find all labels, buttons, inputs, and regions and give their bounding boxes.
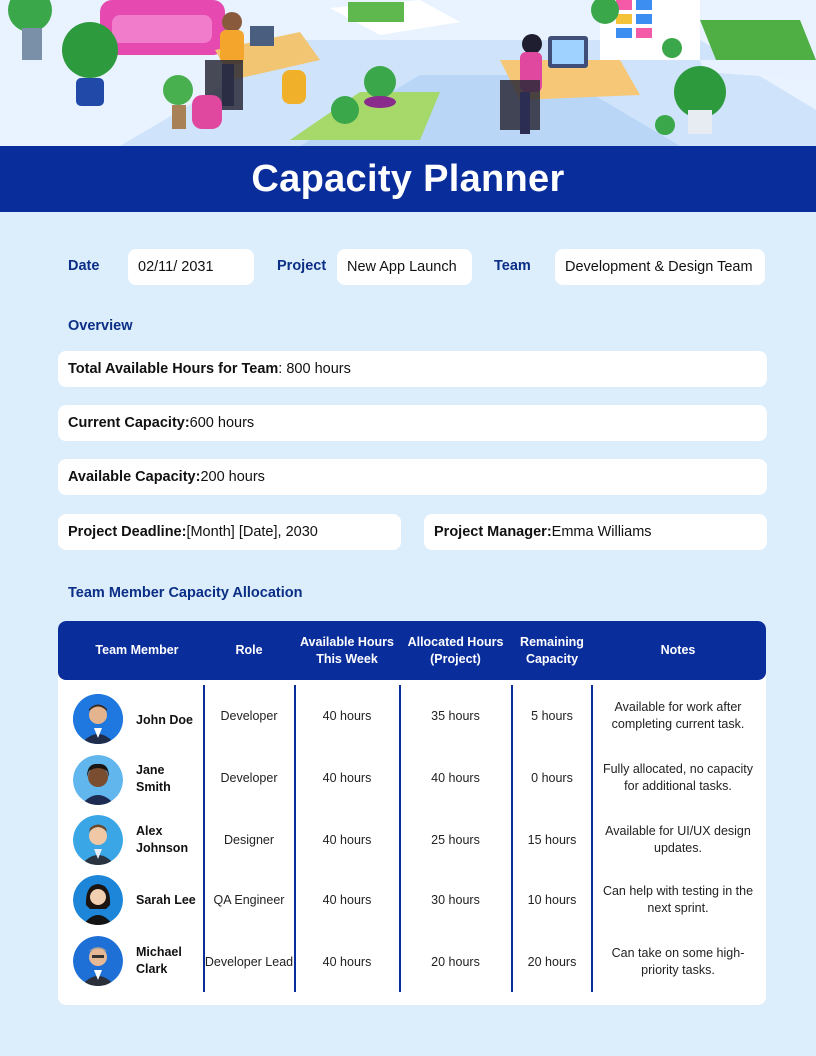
total-hours-value: : 800 hours	[278, 361, 351, 377]
member-allocated: 20 hours	[431, 954, 480, 969]
allocation-table	[58, 621, 766, 1005]
member-name: John Doe	[136, 712, 193, 727]
project-deadline-label: Project Deadline:	[68, 524, 187, 540]
member-role: Developer	[220, 770, 278, 785]
current-capacity-value: 600 hours	[189, 415, 255, 431]
team-label: Team	[494, 258, 531, 274]
member-remaining: 0 hours	[531, 770, 573, 785]
member-available: 40 hours	[322, 892, 372, 907]
project-deadline-value: [Month] [Date], 2030	[186, 524, 318, 540]
allocation-heading: Team Member Capacity Allocation	[68, 585, 303, 601]
member-role: QA Engineer	[213, 892, 285, 907]
member-remaining: 5 hours	[531, 708, 573, 723]
member-name: Jane Smith	[136, 763, 171, 794]
member-role: Developer Lead	[204, 954, 294, 969]
member-allocated: 40 hours	[431, 770, 480, 785]
member-available: 40 hours	[322, 708, 372, 723]
project-manager-label: Project Manager:	[434, 524, 552, 540]
avatar-alex-johnson	[73, 815, 123, 865]
current-capacity-card	[58, 405, 767, 441]
col-role: Role	[235, 643, 263, 657]
member-name: Alex Johnson	[136, 824, 189, 855]
col-available-hours: Available Hours This Week	[299, 634, 394, 666]
col-allocated-hours: Allocated Hours (Project)	[407, 634, 504, 666]
member-notes: Available for work after completing current task.	[611, 700, 745, 731]
col-remaining-capacity: Remaining Capacity	[520, 634, 584, 666]
member-allocated: 30 hours	[431, 892, 480, 907]
available-capacity-card	[58, 459, 767, 495]
avatar-michael-clark	[73, 936, 123, 986]
current-capacity-label: Current Capacity:	[68, 415, 190, 431]
member-available: 40 hours	[322, 954, 372, 969]
member-notes: Fully allocated, no capacity for additional tasks.	[602, 762, 754, 793]
project-manager-value: Emma Williams	[551, 524, 652, 540]
date-label: Date	[68, 258, 100, 274]
member-notes: Can take on some high-priority tasks.	[611, 946, 745, 977]
member-available: 40 hours	[322, 832, 372, 847]
table-header	[58, 621, 766, 680]
avatar-jane-smith	[73, 755, 123, 805]
member-remaining: 10 hours	[527, 892, 577, 907]
total-hours-card	[58, 351, 767, 387]
page-title: Capacity Planner	[251, 157, 565, 200]
date-field[interactable]: 02/11/ 2031	[128, 249, 254, 285]
title-banner	[0, 146, 816, 212]
avatar-john-doe	[73, 694, 123, 744]
available-capacity-label: Available Capacity:	[68, 469, 201, 485]
project-field[interactable]: New App Launch	[337, 249, 472, 285]
project-label: Project	[277, 258, 327, 274]
hero-illustration	[0, 0, 816, 146]
team-field[interactable]: Development & Design Team	[555, 249, 765, 285]
project-deadline-card	[58, 514, 401, 550]
member-notes: Can help with testing in the next sprint.	[602, 884, 754, 915]
available-capacity-value: 200 hours	[200, 469, 265, 485]
member-role: Developer	[220, 708, 278, 723]
member-role: Designer	[223, 832, 275, 847]
member-remaining: 15 hours	[527, 832, 577, 847]
member-available: 40 hours	[322, 770, 372, 785]
member-remaining: 20 hours	[527, 954, 577, 969]
total-hours-label: Total Available Hours for Team	[68, 361, 279, 377]
member-allocated: 35 hours	[431, 708, 480, 723]
member-allocated: 25 hours	[431, 832, 480, 847]
col-team-member: Team Member	[95, 643, 179, 657]
member-name: Sarah Lee	[136, 892, 196, 907]
member-notes: Available for UI/UX design updates.	[605, 824, 751, 855]
member-name: Michael Clark	[136, 945, 182, 976]
overview-heading: Overview	[68, 318, 133, 334]
project-manager-card	[424, 514, 767, 550]
avatar-sarah-lee	[73, 875, 123, 925]
col-notes: Notes	[660, 643, 696, 657]
